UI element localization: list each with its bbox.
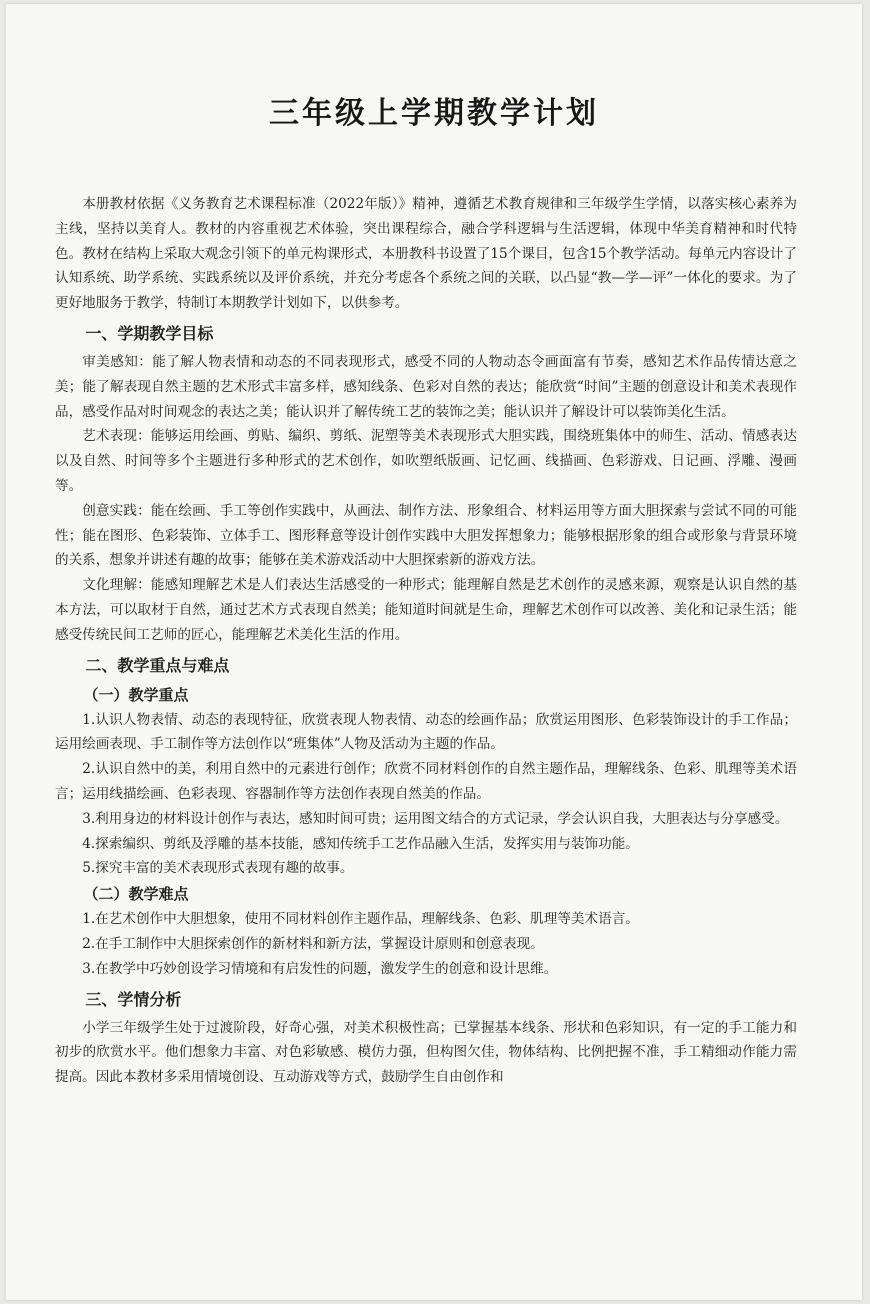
goal-paragraph-culture: 文化理解：能感知理解艺术是人们表达生活感受的一种形式；能理解自然是艺术创作的灵感来源，观察是认识自然的基本方法，可以取材于自然，通过艺术方式表现自然美；能知道时间就是生命，理解艺术创作可以改善、美化和记录生活；能感受传统民间工艺师的匠心，能理解艺术美化生活的作用。 <box>55 577 797 643</box>
difficulty-item: 1.在艺术创作中大胆想象，使用不同材料创作主题作品，理解线条、色彩、肌理等美术语言。 <box>82 911 639 928</box>
difficulty-item: 2.在手工制作中大胆探索创作的新材料和新方法，掌握设计原则和创意表现。 <box>82 935 544 952</box>
section-heading-key-points: 二、教学重点与难点 <box>85 655 230 675</box>
student-analysis-paragraph: 小学三年级学生处于过渡阶段，好奇心强，对美术积极性高；已掌握基本线条、形状和色彩知识，有一定的手工能力和初步的欣赏水平。他们想象力丰富、对色彩敏感、模仿力强，但构图欠佳，物体结构、比例把握不准，手工精细动作能力需提高。因此本教材多采用情境创设、互动游戏等方式，鼓励学生自由创作和 <box>55 1019 797 1086</box>
difficulty-item: 3.在教学中巧妙创设学习情境和有启发性的问题，激发学生的创意和设计思维。 <box>82 960 558 977</box>
focus-item: 5.探究丰富的美术表现形式表现有趣的故事。 <box>82 860 354 877</box>
subsection-heading-focus: （一）教学重点 <box>83 685 189 704</box>
document-body <box>55 192 797 1090</box>
focus-item: 1.认识人物表情、动态的表现特征，欣赏表现人物表情、动态的绘画作品；欣赏运用图形、色彩装饰设计的手工作品；运用绘画表现、手工制作等方法创作以“班集体”人物及活动为主题的作品。 <box>55 711 797 753</box>
intro-paragraph: 本册教材依据《义务教育艺术课程标准（2022年版）》精神，遵循艺术教育规律和三年级学生学情，以落实核心素养为主线，坚持以美育人。教材的内容重视艺术体验，突出课程综合，融合学科逻辑与生活逻辑，体现中华美育精神和时代特色。教材在结构上采取大观念引领下的单元构课形式，本册教科书设置了15个课目，包含15个教学活动。每单元内容设计了认知系统、助学系统、实践系统以及评价系统，并充分考虑各个系统之间的关联，以凸显“教—学—评”一体化的要求。为了更好地服务于教学，特制订本期教学计划如下，以供参考。 <box>55 196 797 312</box>
page-title: 三年级上学期教学计划 <box>269 96 599 131</box>
subsection-heading-difficulty: （二）教学难点 <box>83 885 189 904</box>
focus-item: 4.探索编织、剪纸及浮雕的基本技能，感知传统手工艺作品融入生活，发挥实用与装饰功能。 <box>82 835 639 852</box>
goal-paragraph-creative: 创意实践：能在绘画、手工等创作实践中，从画法、制作方法、形象组合、材料运用等方面大胆探索与尝试不同的可能性；能在图形、色彩装饰、立体手工、图形释意等设计创作实践中大胆发挥想象力；能够根据形象的组合或形象与背景环境的关系，想象并讲述有趣的故事；能够在美术游戏活动中大胆探索新的游戏方法。 <box>55 502 797 569</box>
goal-paragraph-expression: 艺术表现：能够运用绘画、剪贴、编织、剪纸、泥塑等美术表现形式大胆实践，围绕班集体中的师生、活动、情感表达以及自然、时间等多个主题进行多种形式的艺术创作，如吹塑纸版画、记忆画、线描画、色彩游戏、日记画、浮雕、漫画等。 <box>55 428 797 494</box>
focus-item: 3.利用身边的材料设计创作与表达，感知时间可贵；运用图文结合的方式记录，学会认识自我，大胆表达与分享感受。 <box>82 810 789 827</box>
section-heading-student-analysis: 三、学情分析 <box>85 989 182 1009</box>
goal-paragraph-aesthetic: 审美感知：能了解人物表情和动态的不同表现形式，感受不同的人物动态令画面富有节奏，感知艺术作品传情达意之美；能了解表现自然主题的艺术形式丰富多样，感知线条、色彩对自然的表达；能欣赏“时间”主题的创意设计和美术表现作品，感受作品对时间观念的表达之美；能认识并了解传统工艺的装饰之美；能认识并了解设计可以装饰美化生活。 <box>55 353 797 420</box>
section-heading-goals: 一、学期教学目标 <box>85 323 214 343</box>
focus-item: 2.认识自然中的美，利用自然中的元素进行创作；欣赏不同材料创作的自然主题作品，理解线条、色彩、肌理等美术语言；运用线描绘画、色彩表现、容器制作等方法创作表现自然美的作品。 <box>55 761 797 802</box>
document-page <box>6 4 862 1300</box>
